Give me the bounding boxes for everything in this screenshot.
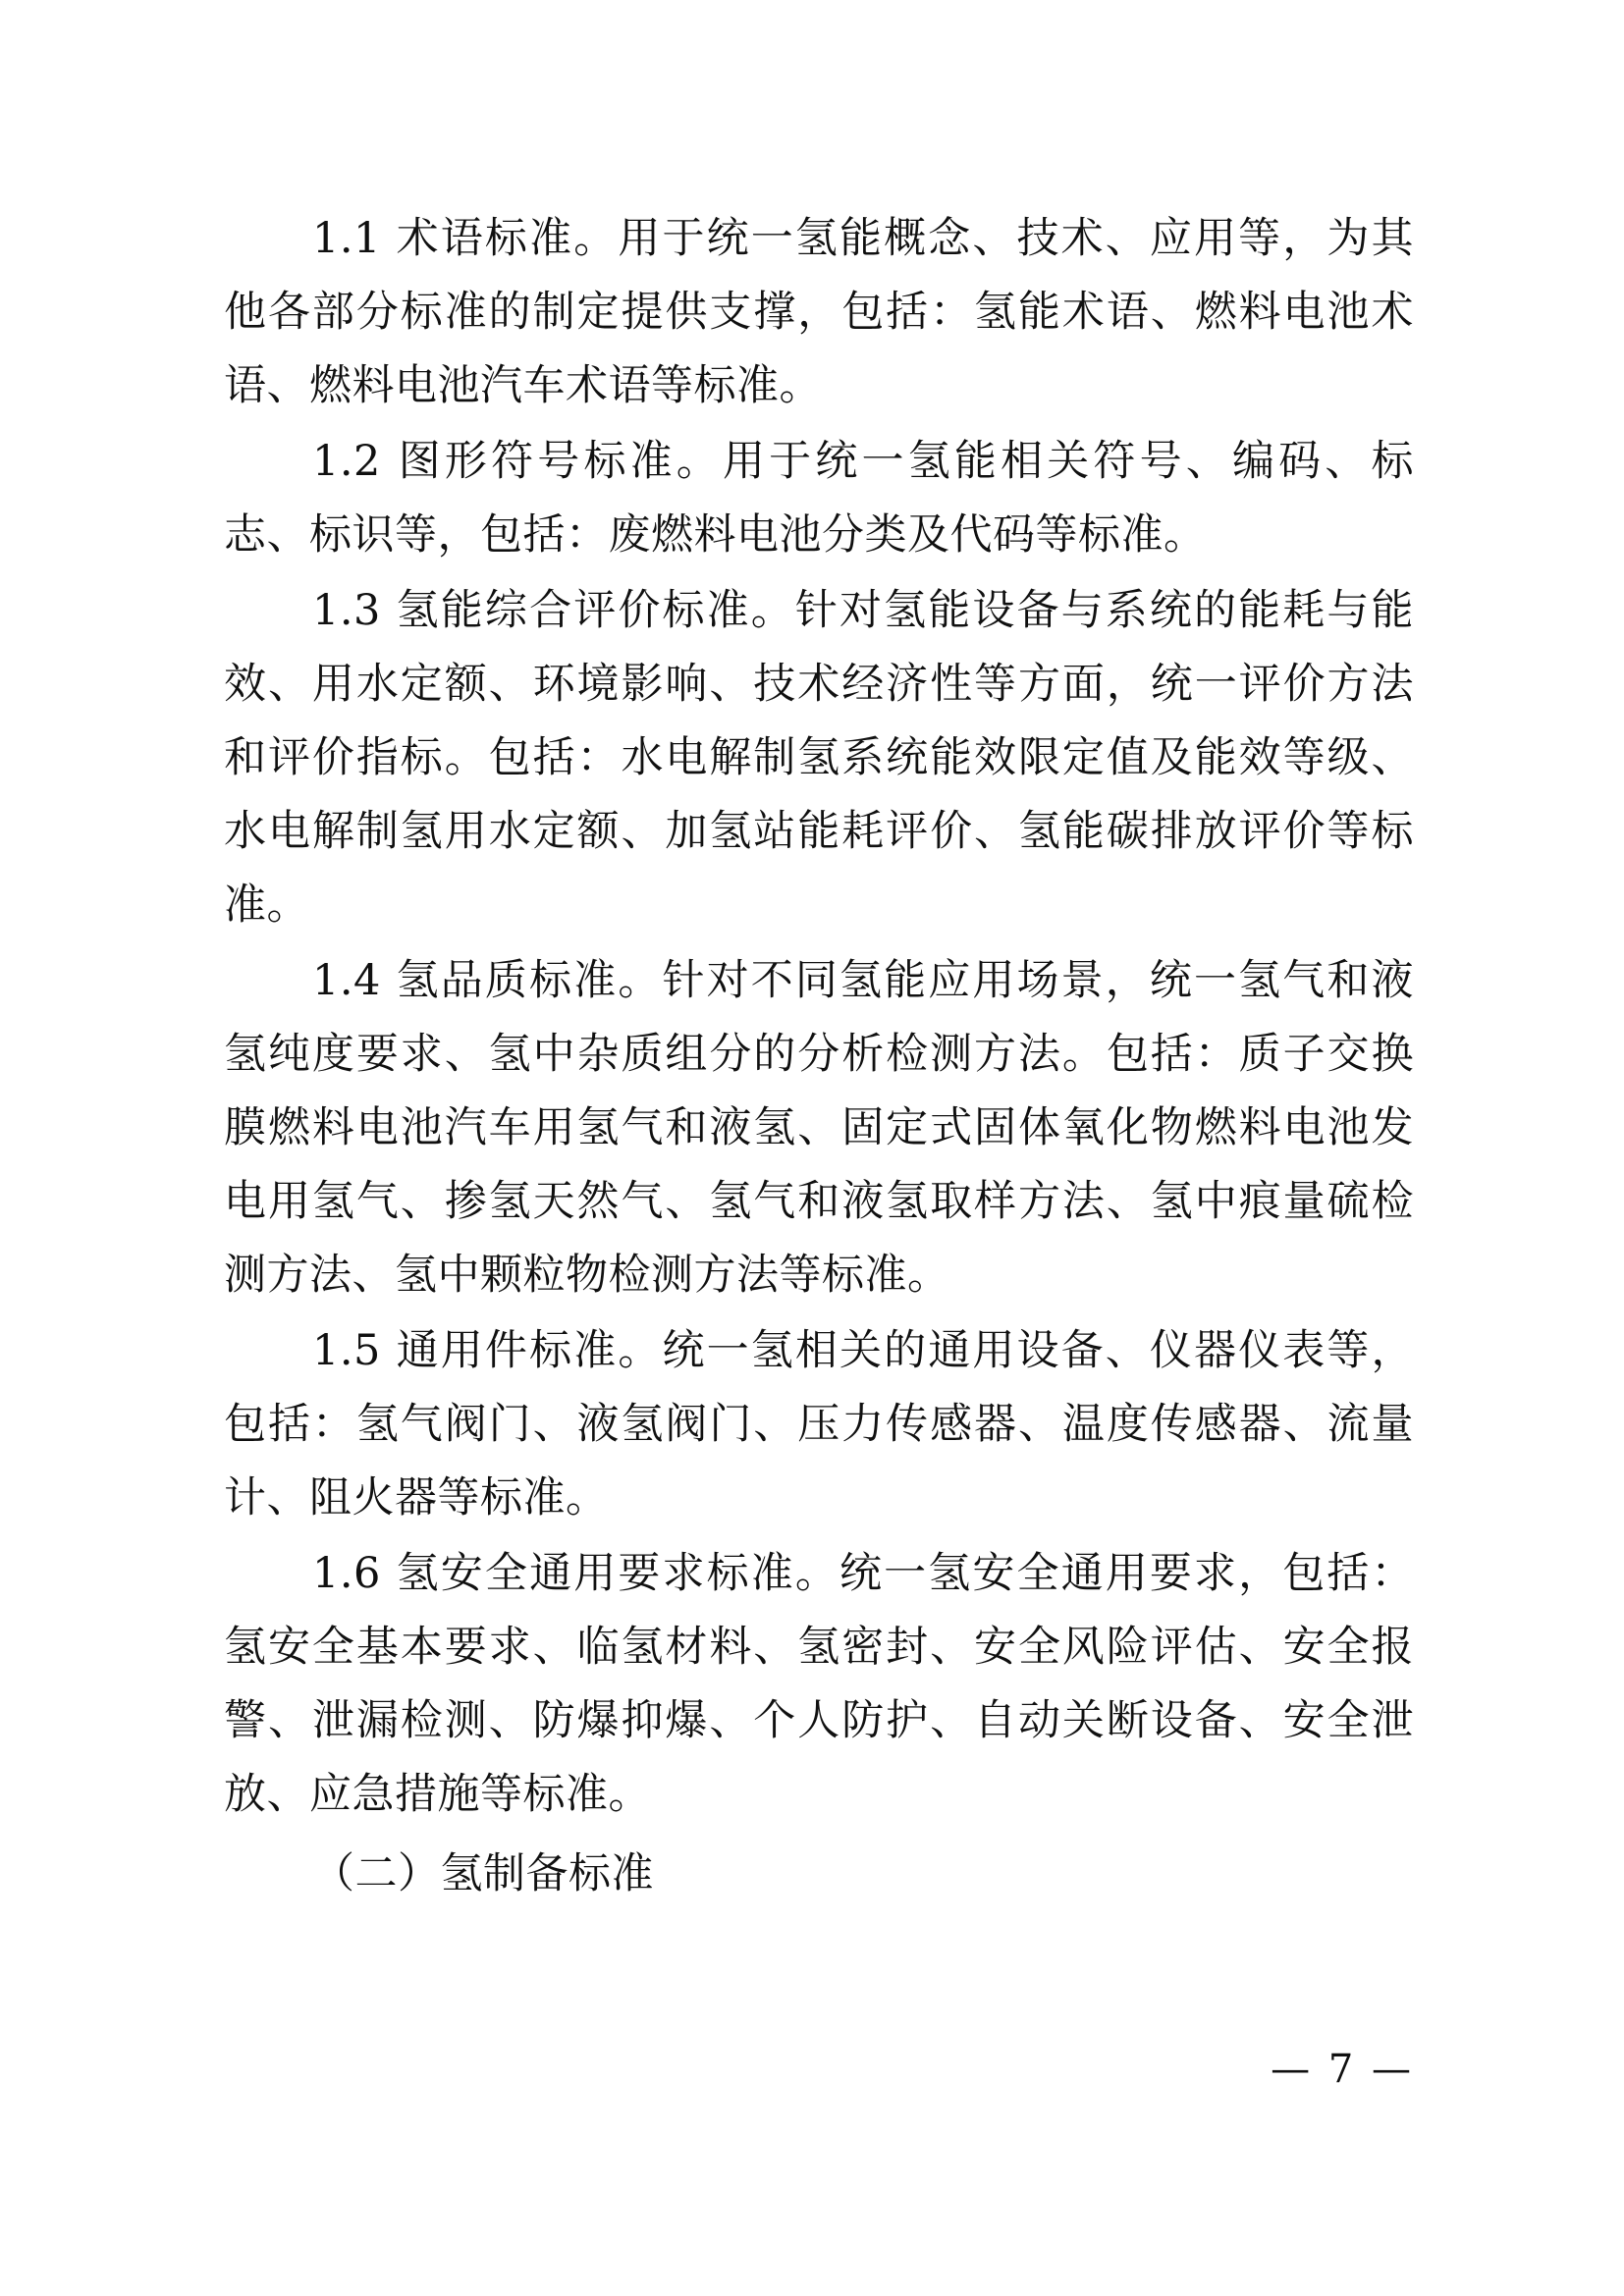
- page-number: — 7 —: [1271, 2047, 1414, 2092]
- paragraph-1-2: 1.2 图形符号标准。用于统一氢能相关符号、编码、标志、标识等，包括：废燃料电池分类及代码等标准。: [224, 437, 1414, 560]
- paragraph-1-5: 1.5 通用件标准。统一氢相关的通用设备、仪器仪表等，包括：氢气阀门、液氢阀门、压力传感器、温度传感器、流量计、阻火器等标准。: [224, 1326, 1414, 1522]
- paragraph-1-3: 1.3 氢能综合评价标准。针对氢能设备与系统的能耗与能效、用水定额、环境影响、技术经济性等方面，统一评价方法和评价指标。包括：水电解制氢系统能效限定值及能效等级、水电解制氢用水定额、加氢站能耗评价、氢能碳排放评价等标准。: [224, 586, 1414, 930]
- section-heading-2: （二）氢制备标准: [312, 1849, 654, 1898]
- paragraph-1-1: 1.1 术语标准。用于统一氢能概念、技术、应用等，为其他各部分标准的制定提供支撑，包括：氢能术语、燃料电池术语、燃料电池汽车术语等标准。: [224, 214, 1414, 410]
- page-body: [224, 202, 1414, 1913]
- paragraph-1-6: 1.6 氢安全通用要求标准。统一氢安全通用要求，包括：氢安全基本要求、临氢材料、氢密封、安全风险评估、安全报警、泄漏检测、防爆抑爆、个人防护、自动关断设备、安全泄放、应急措施等标准。: [224, 1549, 1414, 1819]
- paragraph-1-4: 1.4 氢品质标准。针对不同氢能应用场景，统一氢气和液氢纯度要求、氢中杂质组分的分析检测方法。包括：质子交换膜燃料电池汽车用氢气和液氢、固定式固体氧化物燃料电池发电用氢气、掺氢天然气、氢气和液氢取样方法、氢中痕量硫检测方法、氢中颗粒物检测方法等标准。: [224, 956, 1414, 1300]
